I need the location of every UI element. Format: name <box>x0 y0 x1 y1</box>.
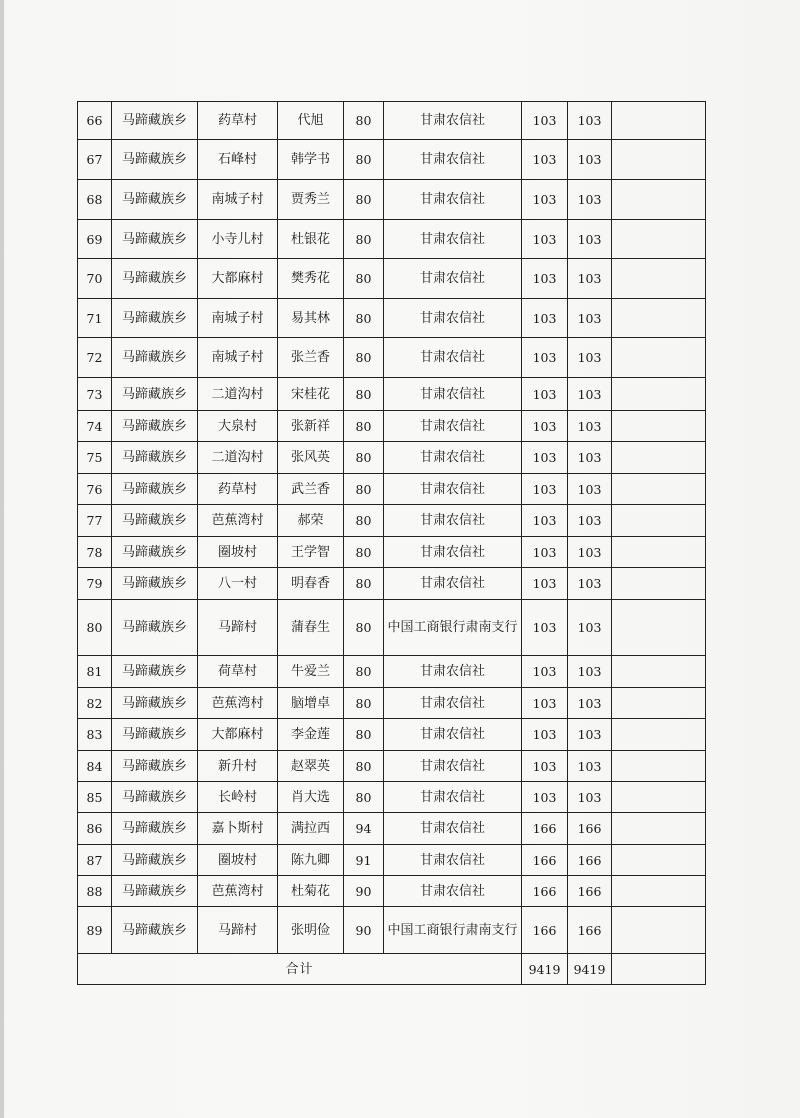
amount-cell: 103 <box>522 180 568 220</box>
subsidy-roster-table <box>77 101 706 985</box>
amount-cell: 103 <box>522 688 568 719</box>
bank-cell: 甘肃农信社 <box>384 474 522 505</box>
amount-cell: 103 <box>522 505 568 537</box>
row-number: 71 <box>78 299 112 338</box>
village-cell: 荷草村 <box>198 656 278 688</box>
person-name-cell: 樊秀花 <box>278 259 344 299</box>
township-cell: 马蹄藏族乡 <box>112 102 198 140</box>
age-cell: 80 <box>344 568 384 600</box>
amount-paid-cell: 103 <box>568 751 612 782</box>
village-cell: 二道沟村 <box>198 378 278 411</box>
row-number: 82 <box>78 688 112 719</box>
amount-cell: 166 <box>522 845 568 876</box>
amount-paid-cell: 103 <box>568 600 612 656</box>
age-cell: 80 <box>344 259 384 299</box>
row-number: 75 <box>78 442 112 474</box>
amount-paid-cell: 103 <box>568 656 612 688</box>
remark-cell <box>612 688 706 719</box>
amount-paid-cell: 103 <box>568 537 612 568</box>
village-cell: 马蹄村 <box>198 907 278 954</box>
remark-cell <box>612 719 706 751</box>
age-cell: 80 <box>344 719 384 751</box>
township-cell: 马蹄藏族乡 <box>112 505 198 537</box>
table-row <box>78 338 706 378</box>
amount-paid-cell: 103 <box>568 338 612 378</box>
age-cell: 80 <box>344 140 384 180</box>
village-cell: 新升村 <box>198 751 278 782</box>
remark-cell <box>612 102 706 140</box>
amount-paid-cell: 103 <box>568 180 612 220</box>
bank-cell: 甘肃农信社 <box>384 876 522 907</box>
amount-cell: 103 <box>522 259 568 299</box>
township-cell: 马蹄藏族乡 <box>112 537 198 568</box>
remark-cell <box>612 474 706 505</box>
age-cell: 80 <box>344 102 384 140</box>
township-cell: 马蹄藏族乡 <box>112 719 198 751</box>
person-name-cell: 牛爱兰 <box>278 656 344 688</box>
amount-cell: 103 <box>522 442 568 474</box>
amount-paid-cell: 103 <box>568 299 612 338</box>
table-row <box>78 568 706 600</box>
age-cell: 80 <box>344 656 384 688</box>
remark-cell <box>612 600 706 656</box>
row-number: 73 <box>78 378 112 411</box>
township-cell: 马蹄藏族乡 <box>112 338 198 378</box>
amount-paid-cell: 103 <box>568 719 612 751</box>
person-name-cell: 杜银花 <box>278 220 344 259</box>
table-row <box>78 299 706 338</box>
township-cell: 马蹄藏族乡 <box>112 782 198 813</box>
table-row <box>78 505 706 537</box>
amount-cell: 103 <box>522 537 568 568</box>
bank-cell: 甘肃农信社 <box>384 299 522 338</box>
amount-paid-cell: 166 <box>568 813 612 845</box>
amount-paid-cell: 103 <box>568 220 612 259</box>
remark-cell <box>612 782 706 813</box>
person-name-cell: 明春香 <box>278 568 344 600</box>
roster-body <box>78 102 706 985</box>
village-cell: 圈坡村 <box>198 845 278 876</box>
age-cell: 80 <box>344 751 384 782</box>
remark-cell <box>612 378 706 411</box>
remark-cell <box>612 568 706 600</box>
amount-cell: 103 <box>522 656 568 688</box>
bank-cell: 甘肃农信社 <box>384 220 522 259</box>
village-cell: 大泉村 <box>198 411 278 442</box>
person-name-cell: 贾秀兰 <box>278 180 344 220</box>
bank-cell: 中国工商银行肃南支行 <box>384 907 522 954</box>
village-cell: 南城子村 <box>198 299 278 338</box>
amount-cell: 103 <box>522 338 568 378</box>
row-number: 88 <box>78 876 112 907</box>
person-name-cell: 武兰香 <box>278 474 344 505</box>
amount-paid-cell: 103 <box>568 378 612 411</box>
amount-paid-cell: 103 <box>568 140 612 180</box>
row-number: 85 <box>78 782 112 813</box>
person-name-cell: 张新祥 <box>278 411 344 442</box>
village-cell: 芭蕉湾村 <box>198 688 278 719</box>
row-number: 80 <box>78 600 112 656</box>
remark-cell <box>612 656 706 688</box>
amount-paid-cell: 103 <box>568 505 612 537</box>
age-cell: 91 <box>344 845 384 876</box>
age-cell: 80 <box>344 474 384 505</box>
village-cell: 嘉卜斯村 <box>198 813 278 845</box>
row-number: 78 <box>78 537 112 568</box>
remark-cell <box>612 845 706 876</box>
table-row <box>78 259 706 299</box>
village-cell: 石峰村 <box>198 140 278 180</box>
amount-paid-cell: 103 <box>568 411 612 442</box>
bank-cell: 甘肃农信社 <box>384 411 522 442</box>
bank-cell: 甘肃农信社 <box>384 505 522 537</box>
township-cell: 马蹄藏族乡 <box>112 474 198 505</box>
person-name-cell: 肖大选 <box>278 782 344 813</box>
table-row <box>78 813 706 845</box>
remark-cell <box>612 338 706 378</box>
amount-cell: 103 <box>522 600 568 656</box>
total-amount-cell: 9419 <box>522 954 568 985</box>
village-cell: 八一村 <box>198 568 278 600</box>
table-row <box>78 220 706 259</box>
table-row <box>78 140 706 180</box>
person-name-cell: 王学智 <box>278 537 344 568</box>
age-cell: 80 <box>344 600 384 656</box>
total-remark-cell <box>612 954 706 985</box>
row-number: 84 <box>78 751 112 782</box>
table-row <box>78 442 706 474</box>
amount-paid-cell: 166 <box>568 845 612 876</box>
remark-cell <box>612 220 706 259</box>
age-cell: 80 <box>344 782 384 813</box>
row-number: 89 <box>78 907 112 954</box>
person-name-cell: 张明俭 <box>278 907 344 954</box>
table-row <box>78 845 706 876</box>
age-cell: 90 <box>344 907 384 954</box>
amount-cell: 103 <box>522 299 568 338</box>
bank-cell: 甘肃农信社 <box>384 378 522 411</box>
age-cell: 80 <box>344 442 384 474</box>
amount-paid-cell: 103 <box>568 688 612 719</box>
remark-cell <box>612 140 706 180</box>
township-cell: 马蹄藏族乡 <box>112 568 198 600</box>
remark-cell <box>612 180 706 220</box>
remark-cell <box>612 537 706 568</box>
township-cell: 马蹄藏族乡 <box>112 180 198 220</box>
bank-cell: 甘肃农信社 <box>384 568 522 600</box>
row-number: 76 <box>78 474 112 505</box>
amount-cell: 103 <box>522 220 568 259</box>
township-cell: 马蹄藏族乡 <box>112 656 198 688</box>
village-cell: 长岭村 <box>198 782 278 813</box>
remark-cell <box>612 907 706 954</box>
village-cell: 芭蕉湾村 <box>198 505 278 537</box>
amount-paid-cell: 103 <box>568 442 612 474</box>
age-cell: 80 <box>344 220 384 259</box>
village-cell: 二道沟村 <box>198 442 278 474</box>
row-number: 87 <box>78 845 112 876</box>
township-cell: 马蹄藏族乡 <box>112 259 198 299</box>
bank-cell: 中国工商银行肃南支行 <box>384 600 522 656</box>
bank-cell: 甘肃农信社 <box>384 102 522 140</box>
person-name-cell: 杜菊花 <box>278 876 344 907</box>
village-cell: 大都麻村 <box>198 719 278 751</box>
amount-cell: 166 <box>522 907 568 954</box>
remark-cell <box>612 411 706 442</box>
village-cell: 南城子村 <box>198 180 278 220</box>
person-name-cell: 韩学书 <box>278 140 344 180</box>
township-cell: 马蹄藏族乡 <box>112 600 198 656</box>
village-cell: 药草村 <box>198 474 278 505</box>
amount-cell: 103 <box>522 782 568 813</box>
bank-cell: 甘肃农信社 <box>384 782 522 813</box>
age-cell: 80 <box>344 378 384 411</box>
remark-cell <box>612 259 706 299</box>
bank-cell: 甘肃农信社 <box>384 656 522 688</box>
township-cell: 马蹄藏族乡 <box>112 876 198 907</box>
person-name-cell: 赵翠英 <box>278 751 344 782</box>
person-name-cell: 脑增卓 <box>278 688 344 719</box>
village-cell: 马蹄村 <box>198 600 278 656</box>
person-name-cell: 代旭 <box>278 102 344 140</box>
table-row <box>78 688 706 719</box>
township-cell: 马蹄藏族乡 <box>112 688 198 719</box>
person-name-cell: 张兰香 <box>278 338 344 378</box>
remark-cell <box>612 751 706 782</box>
bank-cell: 甘肃农信社 <box>384 537 522 568</box>
bank-cell: 甘肃农信社 <box>384 719 522 751</box>
table-row <box>78 180 706 220</box>
age-cell: 80 <box>344 505 384 537</box>
township-cell: 马蹄藏族乡 <box>112 140 198 180</box>
township-cell: 马蹄藏族乡 <box>112 751 198 782</box>
person-name-cell: 易其林 <box>278 299 344 338</box>
row-number: 74 <box>78 411 112 442</box>
row-number: 69 <box>78 220 112 259</box>
township-cell: 马蹄藏族乡 <box>112 813 198 845</box>
table-row <box>78 907 706 954</box>
amount-paid-cell: 166 <box>568 876 612 907</box>
table-row <box>78 876 706 907</box>
amount-paid-cell: 103 <box>568 474 612 505</box>
amount-cell: 103 <box>522 411 568 442</box>
table-row <box>78 102 706 140</box>
row-number: 86 <box>78 813 112 845</box>
row-number: 79 <box>78 568 112 600</box>
remark-cell <box>612 505 706 537</box>
row-number: 67 <box>78 140 112 180</box>
township-cell: 马蹄藏族乡 <box>112 907 198 954</box>
township-cell: 马蹄藏族乡 <box>112 442 198 474</box>
village-cell: 药草村 <box>198 102 278 140</box>
amount-cell: 166 <box>522 813 568 845</box>
remark-cell <box>612 876 706 907</box>
amount-cell: 103 <box>522 378 568 411</box>
bank-cell: 甘肃农信社 <box>384 813 522 845</box>
person-name-cell: 张风英 <box>278 442 344 474</box>
person-name-cell: 李金莲 <box>278 719 344 751</box>
row-number: 77 <box>78 505 112 537</box>
person-name-cell: 宋桂花 <box>278 378 344 411</box>
amount-cell: 103 <box>522 474 568 505</box>
age-cell: 90 <box>344 876 384 907</box>
village-cell: 南城子村 <box>198 338 278 378</box>
person-name-cell: 陈九卿 <box>278 845 344 876</box>
table-row <box>78 751 706 782</box>
amount-cell: 103 <box>522 751 568 782</box>
bank-cell: 甘肃农信社 <box>384 845 522 876</box>
township-cell: 马蹄藏族乡 <box>112 845 198 876</box>
township-cell: 马蹄藏族乡 <box>112 378 198 411</box>
person-name-cell: 满拉西 <box>278 813 344 845</box>
age-cell: 80 <box>344 688 384 719</box>
table-row <box>78 474 706 505</box>
remark-cell <box>612 813 706 845</box>
bank-cell: 甘肃农信社 <box>384 180 522 220</box>
township-cell: 马蹄藏族乡 <box>112 220 198 259</box>
township-cell: 马蹄藏族乡 <box>112 411 198 442</box>
person-name-cell: 郝荣 <box>278 505 344 537</box>
village-cell: 芭蕉湾村 <box>198 876 278 907</box>
amount-cell: 103 <box>522 719 568 751</box>
amount-cell: 166 <box>522 876 568 907</box>
amount-cell: 103 <box>522 140 568 180</box>
row-number: 68 <box>78 180 112 220</box>
row-number: 70 <box>78 259 112 299</box>
table-row <box>78 656 706 688</box>
amount-paid-cell: 103 <box>568 102 612 140</box>
amount-cell: 103 <box>522 568 568 600</box>
age-cell: 80 <box>344 338 384 378</box>
total-amount-paid-cell: 9419 <box>568 954 612 985</box>
village-cell: 圈坡村 <box>198 537 278 568</box>
bank-cell: 甘肃农信社 <box>384 259 522 299</box>
age-cell: 80 <box>344 537 384 568</box>
row-number: 72 <box>78 338 112 378</box>
amount-paid-cell: 103 <box>568 782 612 813</box>
table-row <box>78 411 706 442</box>
age-cell: 80 <box>344 411 384 442</box>
table-row <box>78 719 706 751</box>
bank-cell: 甘肃农信社 <box>384 338 522 378</box>
total-row <box>78 954 706 985</box>
bank-cell: 甘肃农信社 <box>384 442 522 474</box>
person-name-cell: 蒲春生 <box>278 600 344 656</box>
row-number: 81 <box>78 656 112 688</box>
amount-paid-cell: 103 <box>568 568 612 600</box>
amount-paid-cell: 166 <box>568 907 612 954</box>
age-cell: 80 <box>344 299 384 338</box>
scan-edge-shadow <box>0 0 4 1118</box>
bank-cell: 甘肃农信社 <box>384 688 522 719</box>
remark-cell <box>612 299 706 338</box>
bank-cell: 甘肃农信社 <box>384 140 522 180</box>
table-row <box>78 782 706 813</box>
remark-cell <box>612 442 706 474</box>
amount-cell: 103 <box>522 102 568 140</box>
age-cell: 80 <box>344 180 384 220</box>
village-cell: 小寺儿村 <box>198 220 278 259</box>
amount-paid-cell: 103 <box>568 259 612 299</box>
row-number: 66 <box>78 102 112 140</box>
village-cell: 大都麻村 <box>198 259 278 299</box>
row-number: 83 <box>78 719 112 751</box>
table-row <box>78 600 706 656</box>
table-row <box>78 378 706 411</box>
table-row <box>78 537 706 568</box>
bank-cell: 甘肃农信社 <box>384 751 522 782</box>
township-cell: 马蹄藏族乡 <box>112 299 198 338</box>
age-cell: 94 <box>344 813 384 845</box>
total-label: 合计 <box>78 954 522 985</box>
